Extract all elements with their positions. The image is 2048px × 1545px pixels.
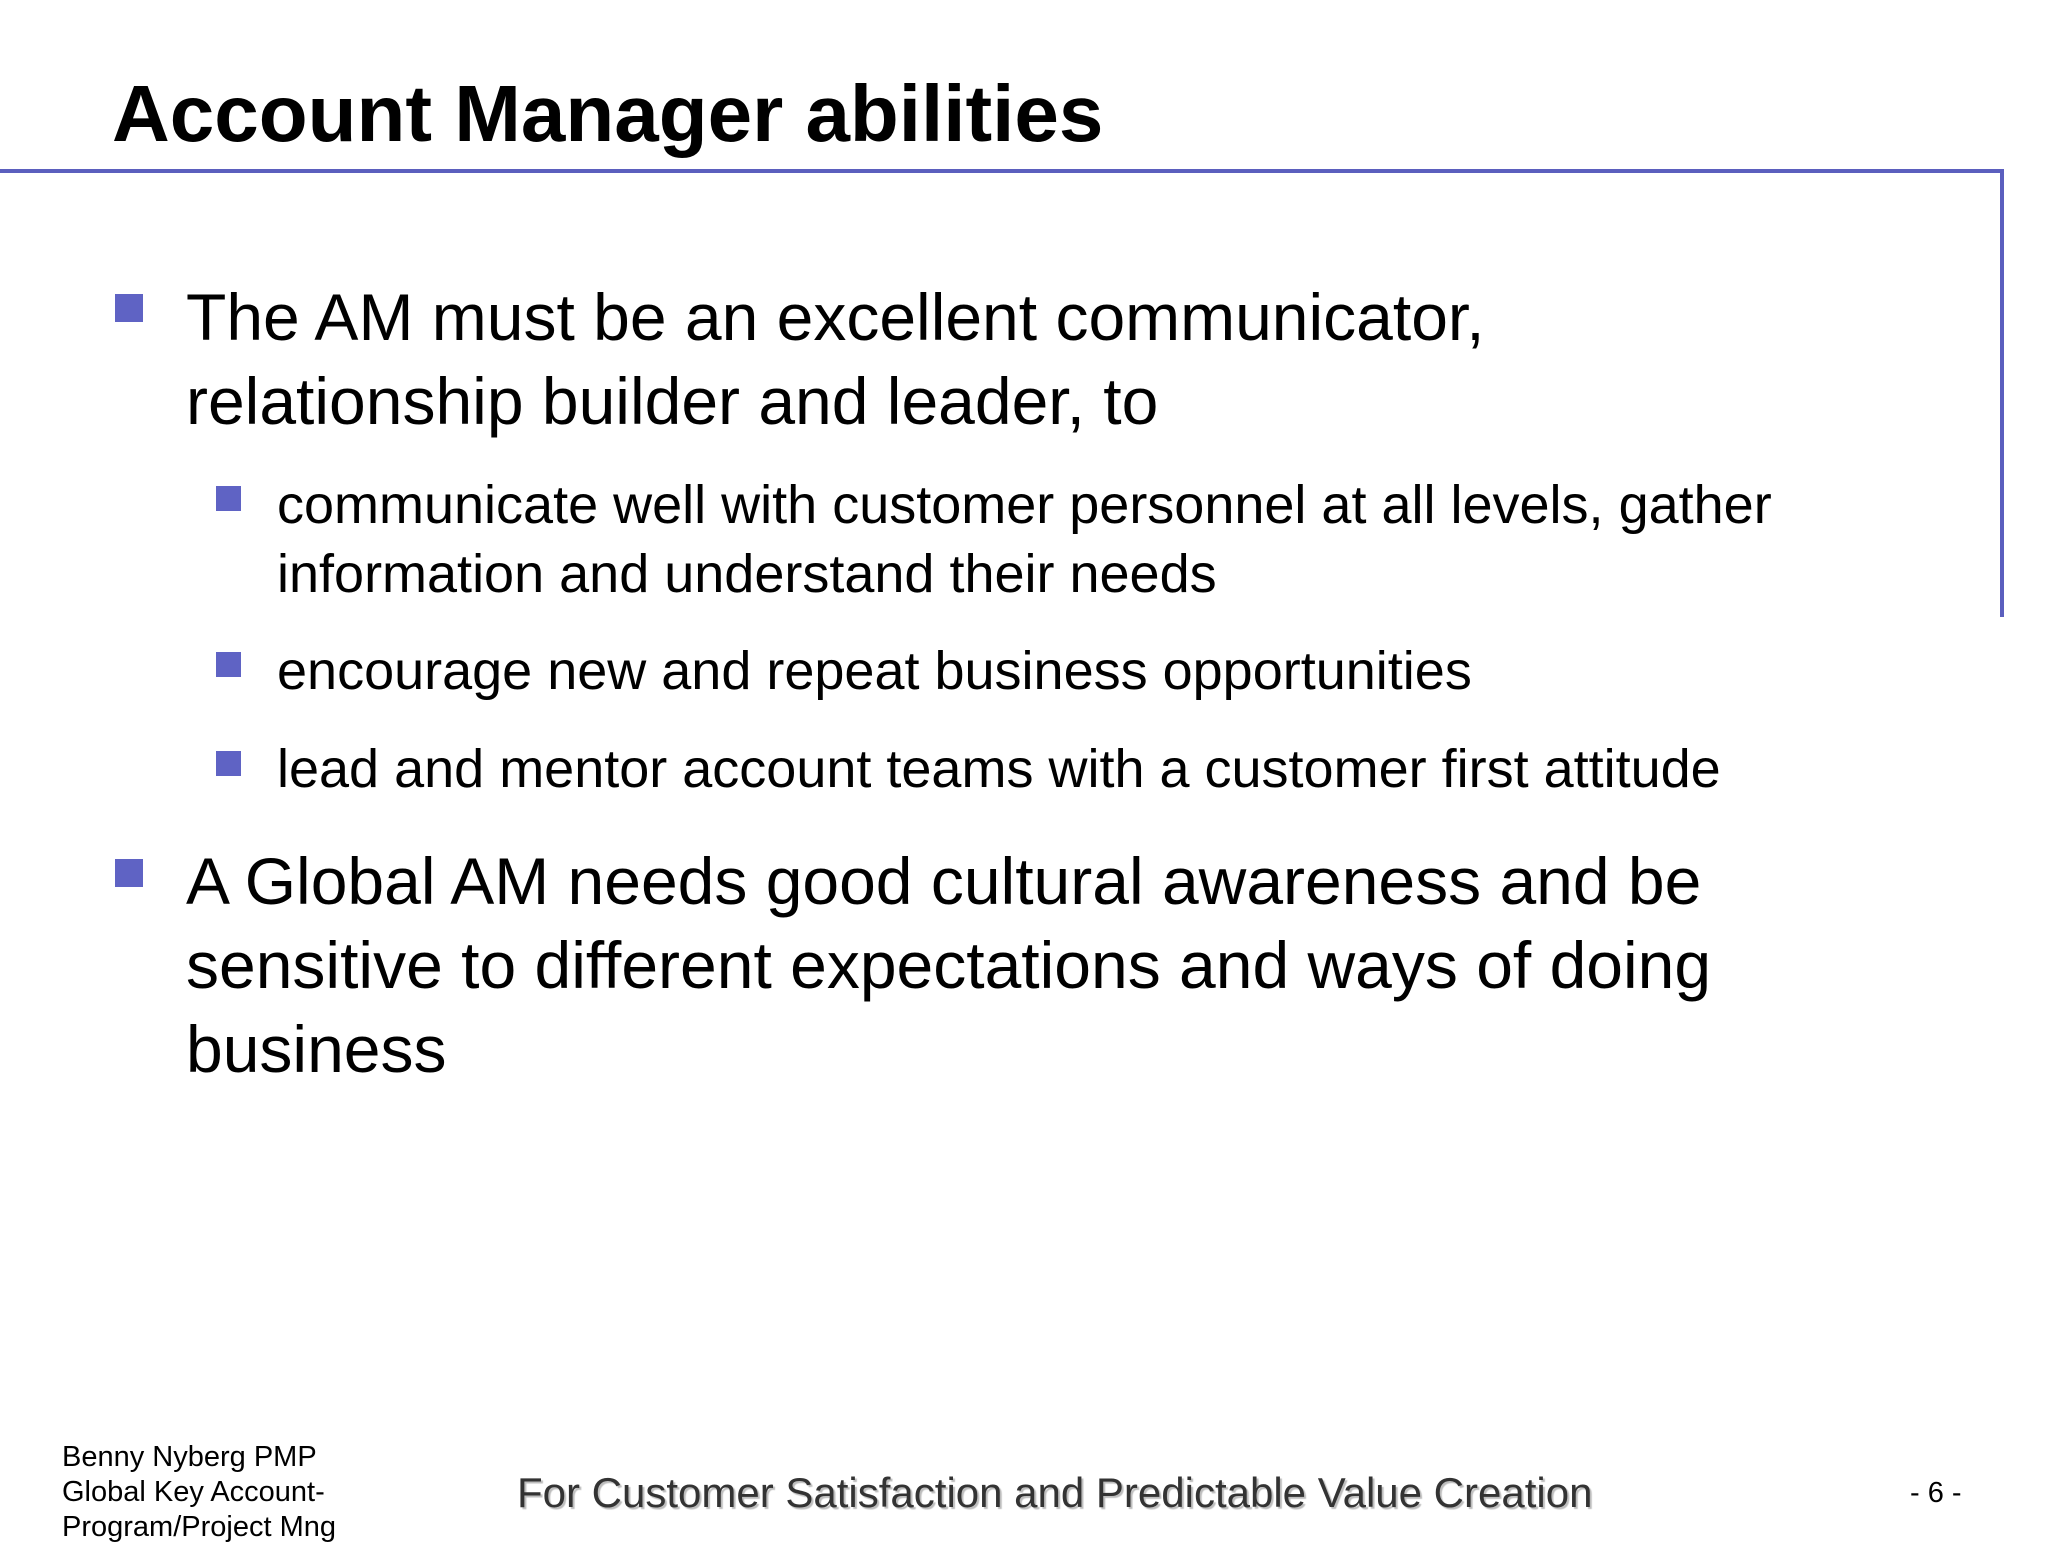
sub-bullet-marker <box>216 652 241 677</box>
bullet-marker <box>115 859 143 887</box>
sub-bullet-text <box>277 735 2037 804</box>
title-underline <box>0 169 2004 173</box>
sub-bullet-marker <box>216 751 241 776</box>
footer-author-line: Benny Nyberg PMP <box>62 1441 317 1473</box>
sub-bullet-text <box>277 637 2037 706</box>
bullet-text <box>186 275 1986 443</box>
footer-tagline: For Customer Satisfaction and Predictable Value Creation <box>517 1469 1593 1516</box>
sub-bullet-line: information and understand their needs <box>277 544 1217 604</box>
slide-title: Account Manager abilities <box>112 69 1104 158</box>
bullet-line: business <box>186 1012 447 1086</box>
bullet-line: relationship builder and leader, to <box>186 364 1159 438</box>
bullet-marker <box>115 294 143 322</box>
footer-author <box>62 1440 336 1545</box>
sub-bullet-line: encourage new and repeat business opportunities <box>277 641 1472 701</box>
sub-bullet-line: lead and mentor account teams with a customer first attitude <box>277 739 1721 799</box>
bullet-line: sensitive to different expectations and ways of doing <box>186 928 1712 1002</box>
sub-bullet-marker <box>216 486 241 511</box>
bullet-line: The AM must be an excellent communicator, <box>186 280 1485 354</box>
footer-author-line: Program/Project Mng <box>62 1511 336 1543</box>
sub-bullet-text <box>277 471 2037 609</box>
page-number: - 6 - <box>1910 1477 1962 1509</box>
bullet-text <box>186 839 1986 1091</box>
sub-bullet-line: communicate well with customer personnel at all levels, gather <box>277 475 1772 535</box>
bullet-line: A Global AM needs good cultural awareness and be <box>186 844 1702 918</box>
footer-author-line: Global Key Account- <box>62 1476 325 1508</box>
